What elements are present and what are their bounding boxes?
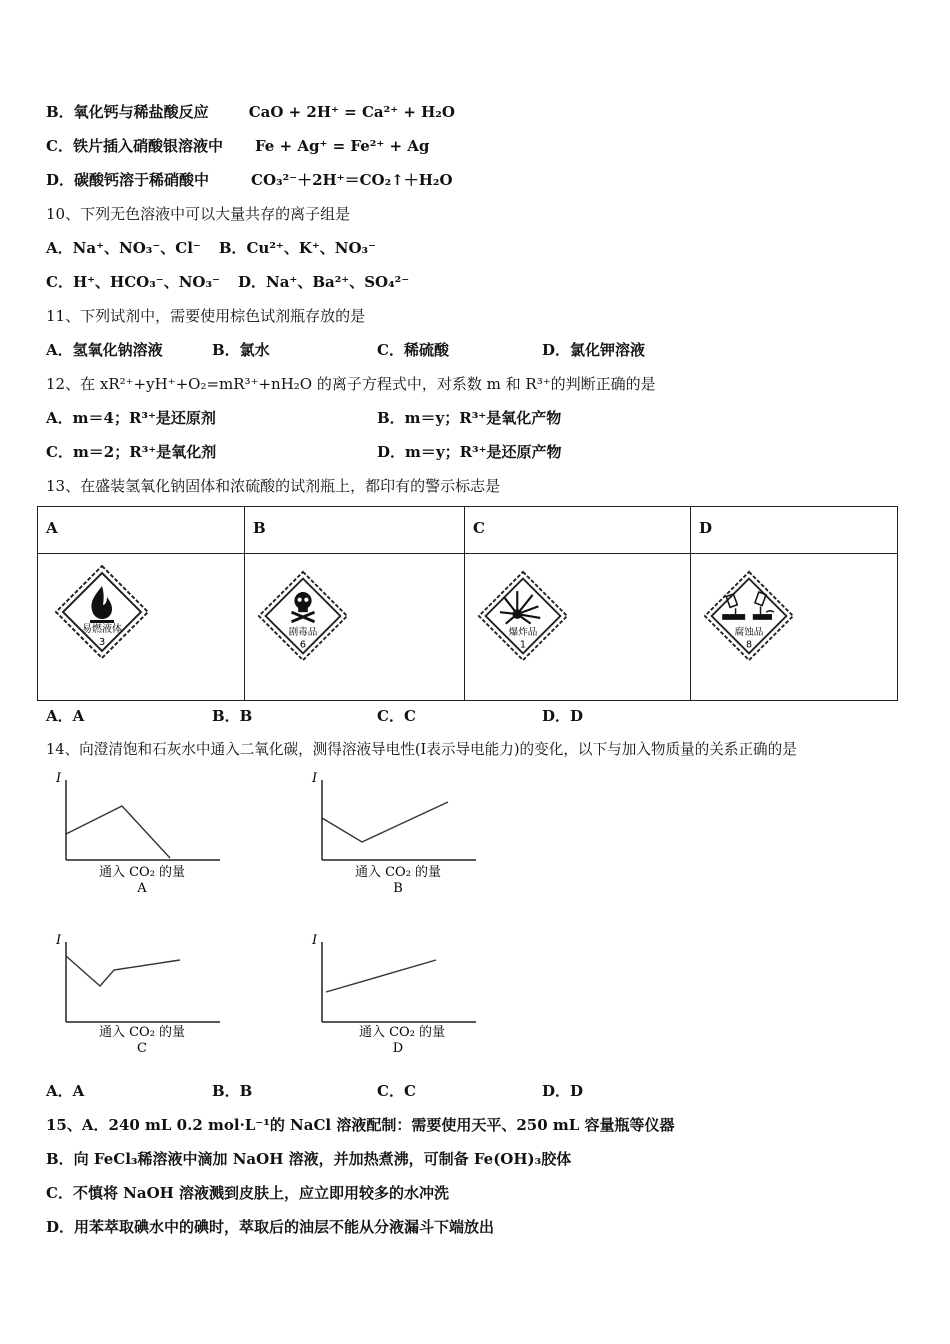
q9-option-b: [46, 102, 455, 122]
skull-icon: [257, 570, 349, 662]
corrosion-icon: [703, 570, 795, 662]
header-d-text: D: [699, 519, 713, 537]
flame-sign-text: 易燃液体: [82, 624, 122, 635]
q9-b-label: B．氧化钙与稀盐酸反应: [46, 103, 209, 121]
q14-option-c: C．C: [377, 1082, 416, 1100]
q11-option-b: B．氯水: [212, 341, 270, 359]
q9-c-label: C．铁片插入硝酸银溶液中: [46, 137, 223, 155]
header-b-text: B: [253, 519, 266, 537]
graph-a-curve: [66, 806, 170, 858]
toxic-sign-text: 剧毒品: [288, 627, 318, 639]
q10-option-c: C．H⁺、HCO₃⁻、NO₃⁻: [46, 273, 220, 291]
q12-option-a: A．m＝4；R³⁺是还原剂: [46, 409, 216, 427]
header-a-text: A: [46, 519, 58, 537]
q11-stem: 11、下列试剂中，需要使用棕色试剂瓶存放的是: [46, 307, 366, 325]
q10-options-row2: [46, 272, 409, 292]
q13-cell-b: [245, 554, 465, 701]
graph-c: [40, 930, 230, 1062]
q13-option-a: A．A: [46, 707, 85, 725]
q12-stem: 12、在 xR²⁺+yH⁺+O₂=mR³⁺+nH₂O 的离子方程式中，对系数 m 和 R³⁺的判断正确的是: [46, 375, 656, 393]
q13-header-a: [38, 507, 245, 554]
graph-c-curve: [66, 956, 180, 986]
q13-cell-c: [465, 554, 691, 701]
q12-option-c: C．m＝2；R³⁺是氧化剂: [46, 443, 217, 461]
graph-a-caption: A: [137, 881, 147, 896]
explosion-icon: [477, 570, 569, 662]
graph-d-x-label: 通入 CO₂ 的量: [358, 1025, 446, 1040]
graph-c-x-label: 通入 CO₂ 的量: [98, 1025, 186, 1040]
q11-option-a: A．氢氧化钠溶液: [46, 341, 163, 359]
graph-a: [40, 768, 230, 900]
q13-sign-table: [37, 506, 898, 701]
flame-sign-num: 3: [98, 637, 106, 648]
q9-option-c: [46, 136, 429, 156]
q15-option-d: D．用苯萃取碘水中的碘时，萃取后的油层不能从分液漏斗下端放出: [46, 1218, 495, 1236]
graph-a-x-label: 通入 CO₂ 的量: [98, 865, 186, 880]
q9-b-equation: CaO + 2H⁺ = Ca²⁺ + H₂O: [248, 103, 455, 121]
explosive-sign-num: 1: [519, 639, 527, 651]
q13-header-d: [691, 507, 898, 554]
q10-option-b: B．Cu²⁺、K⁺、NO₃⁻: [218, 239, 377, 257]
q13-header-c: [465, 507, 691, 554]
q9-d-equation: CO₃²⁻＋2H⁺＝CO₂↑＋H₂O: [251, 171, 453, 189]
graph-b-curve: [322, 802, 448, 842]
q10-options-row1: [46, 238, 376, 258]
q13-header-b: [245, 507, 465, 554]
q13-option-b: B．B: [212, 707, 253, 725]
q14-option-b: B．B: [212, 1082, 253, 1100]
q13-option-d: D．D: [542, 707, 584, 725]
q14-option-a: A．A: [46, 1082, 85, 1100]
graph-b-y-label: I: [312, 771, 318, 786]
q15-option-a: 15、A．240 mL 0.2 mol·L⁻¹的 NaCl 溶液配制：需要使用天平、250 mL 容量瓶等仪器: [46, 1116, 675, 1134]
toxic-sign-num: 6: [299, 639, 307, 651]
q10-option-d: D．Na⁺、Ba²⁺、SO₄²⁻: [237, 273, 410, 291]
graph-a-y-label: I: [56, 771, 62, 786]
graph-c-y-label: I: [56, 933, 62, 948]
corrosive-sign-num: 8: [745, 639, 753, 651]
corrosive-sign-text: 腐蚀品: [734, 627, 764, 639]
q12-option-d: D．m＝y；R³⁺是还原产物: [377, 443, 562, 461]
q9-d-label: D．碳酸钙溶于稀硝酸中: [46, 171, 210, 189]
q10-option-a: A．Na⁺、NO₃⁻、Cl⁻: [46, 239, 201, 257]
graph-b-caption: B: [393, 881, 403, 896]
q10-stem: 10、下列无色溶液中可以大量共存的离子组是: [46, 205, 351, 223]
q9-option-d: [46, 170, 453, 190]
explosive-sign-text: 爆炸品: [508, 627, 538, 639]
graph-d-curve: [326, 960, 436, 992]
graph-d: [296, 930, 486, 1062]
header-c-text: C: [473, 519, 485, 537]
graph-b: [296, 768, 486, 900]
q12-option-b: B．m＝y；R³⁺是氧化产物: [377, 409, 562, 427]
q13-option-c: C．C: [377, 707, 416, 725]
q13-stem: 13、在盛装氢氧化钠固体和浓硫酸的试剂瓶上，都印有的警示标志是: [46, 477, 501, 495]
q11-option-d: D．氯化钾溶液: [542, 341, 646, 359]
graph-d-caption: D: [392, 1041, 404, 1056]
q11-option-c: C．稀硫酸: [377, 341, 449, 359]
graph-c-caption: C: [137, 1041, 147, 1056]
q14-stem: 14、向澄清饱和石灰水中通入二氧化碳，测得溶液导电性(I表示导电能力)的变化，以下与加入物质量的关系正确的是: [46, 741, 797, 758]
graph-d-y-label: I: [312, 933, 318, 948]
q13-cell-d: [691, 554, 898, 701]
graph-b-x-label: 通入 CO₂ 的量: [354, 865, 442, 880]
flame-icon: [54, 564, 150, 660]
q13-cell-a: [38, 554, 245, 701]
q14-option-d: D．D: [542, 1082, 584, 1100]
q15-option-c: C．不慎将 NaOH 溶液溅到皮肤上，应立即用较多的水冲洗: [46, 1184, 450, 1202]
q15-option-b: B．向 FeCl₃稀溶液中滴加 NaOH 溶液，并加热煮沸，可制备 Fe(OH)₃胶体: [46, 1150, 572, 1168]
q9-c-equation: Fe + Ag⁺ = Fe²⁺ + Ag: [254, 137, 430, 155]
